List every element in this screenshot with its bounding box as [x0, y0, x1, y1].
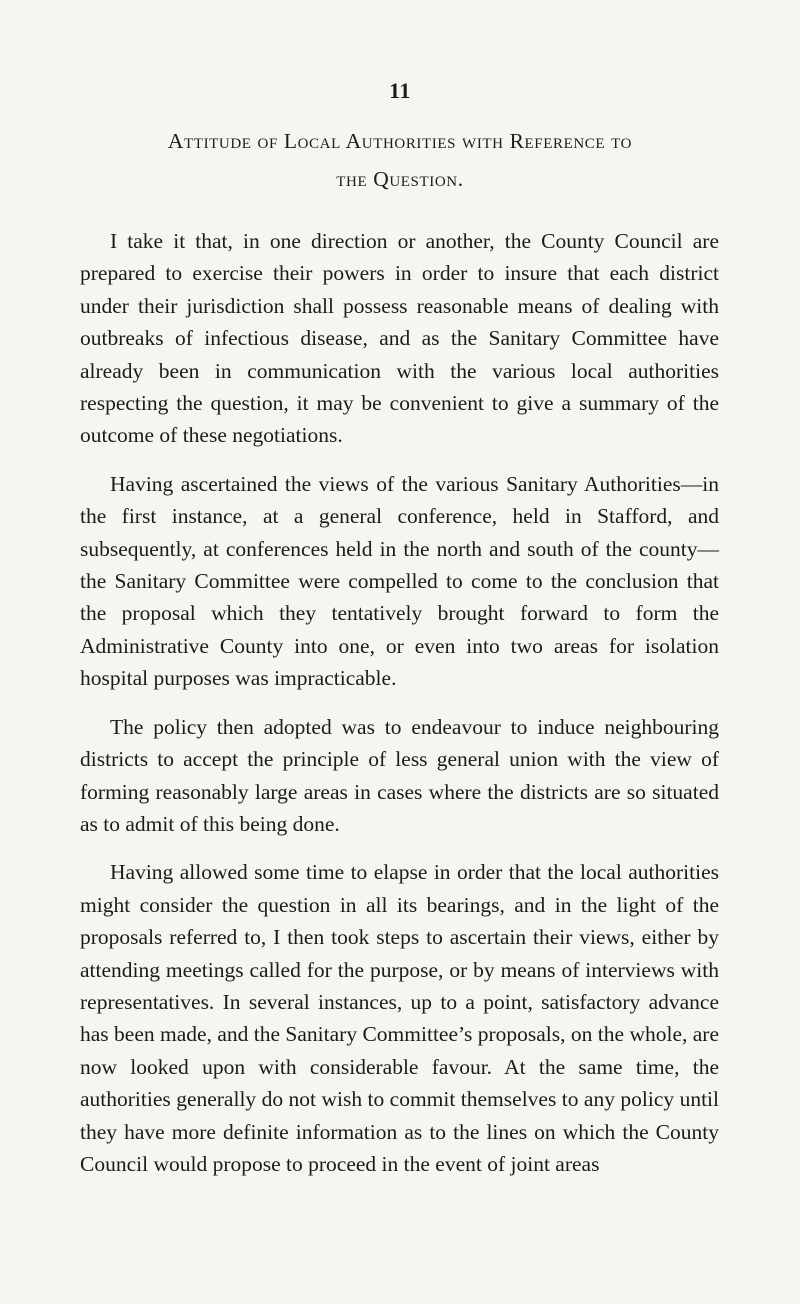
section-heading — [80, 122, 720, 198]
section-heading-line-2: the Question. — [336, 167, 464, 191]
body-text — [80, 225, 719, 1180]
paragraph: The policy then adopted was to endeavour to induce neighbouring districts to accept the principle of less general union with the view of forming reasonably large areas in cases where the districts are so situated as to admit of this being done. — [80, 714, 719, 836]
paragraph: I take it that, in one direction or another, the County Council are prepared to exercise their powers in order to insure that each district under their jurisdiction shall possess reasonable means of dealing with outbreaks of infectious disease, and as the Sanitary Committee have already been in communication with the various local authorities respecting the question, it may be convenient to give a summary of the outcome of these negotiations. — [80, 229, 719, 448]
page-number: 11 — [389, 78, 411, 103]
paragraph: Having ascertained the views of the various Sanitary Authorities—in the first instance, at a general conference, held in Stafford, and subsequently, at conferences held in the north and south of the county—the Sanitary Committee were compelled to come to the conclusion that the proposal which they tentatively brought forward to form the Administrative County into one, or even into two areas for isolation hospital purposes was impracticable. — [80, 471, 719, 691]
section-heading-line-1: Attitude of Local Authorities with Reference to — [167, 129, 633, 153]
paragraph: Having allowed some time to elapse in order that the local authorities might consider the question in all its bearings, and in the light of the proposals referred to, I then took steps to ascertain their views, either by attending meetings called for the purpose, or by means of interviews with representatives. In several instances, up to a point, satisfactory advance has been made, and the Sanitary Committee’s proposals, on the whole, are now looked upon with considerable favour. At the same time, the authorities generally do not wish to commit themselves to any policy until they have more definite information as to the lines on which the County Council would propose to proceed in the event of joint areas — [80, 860, 719, 1176]
